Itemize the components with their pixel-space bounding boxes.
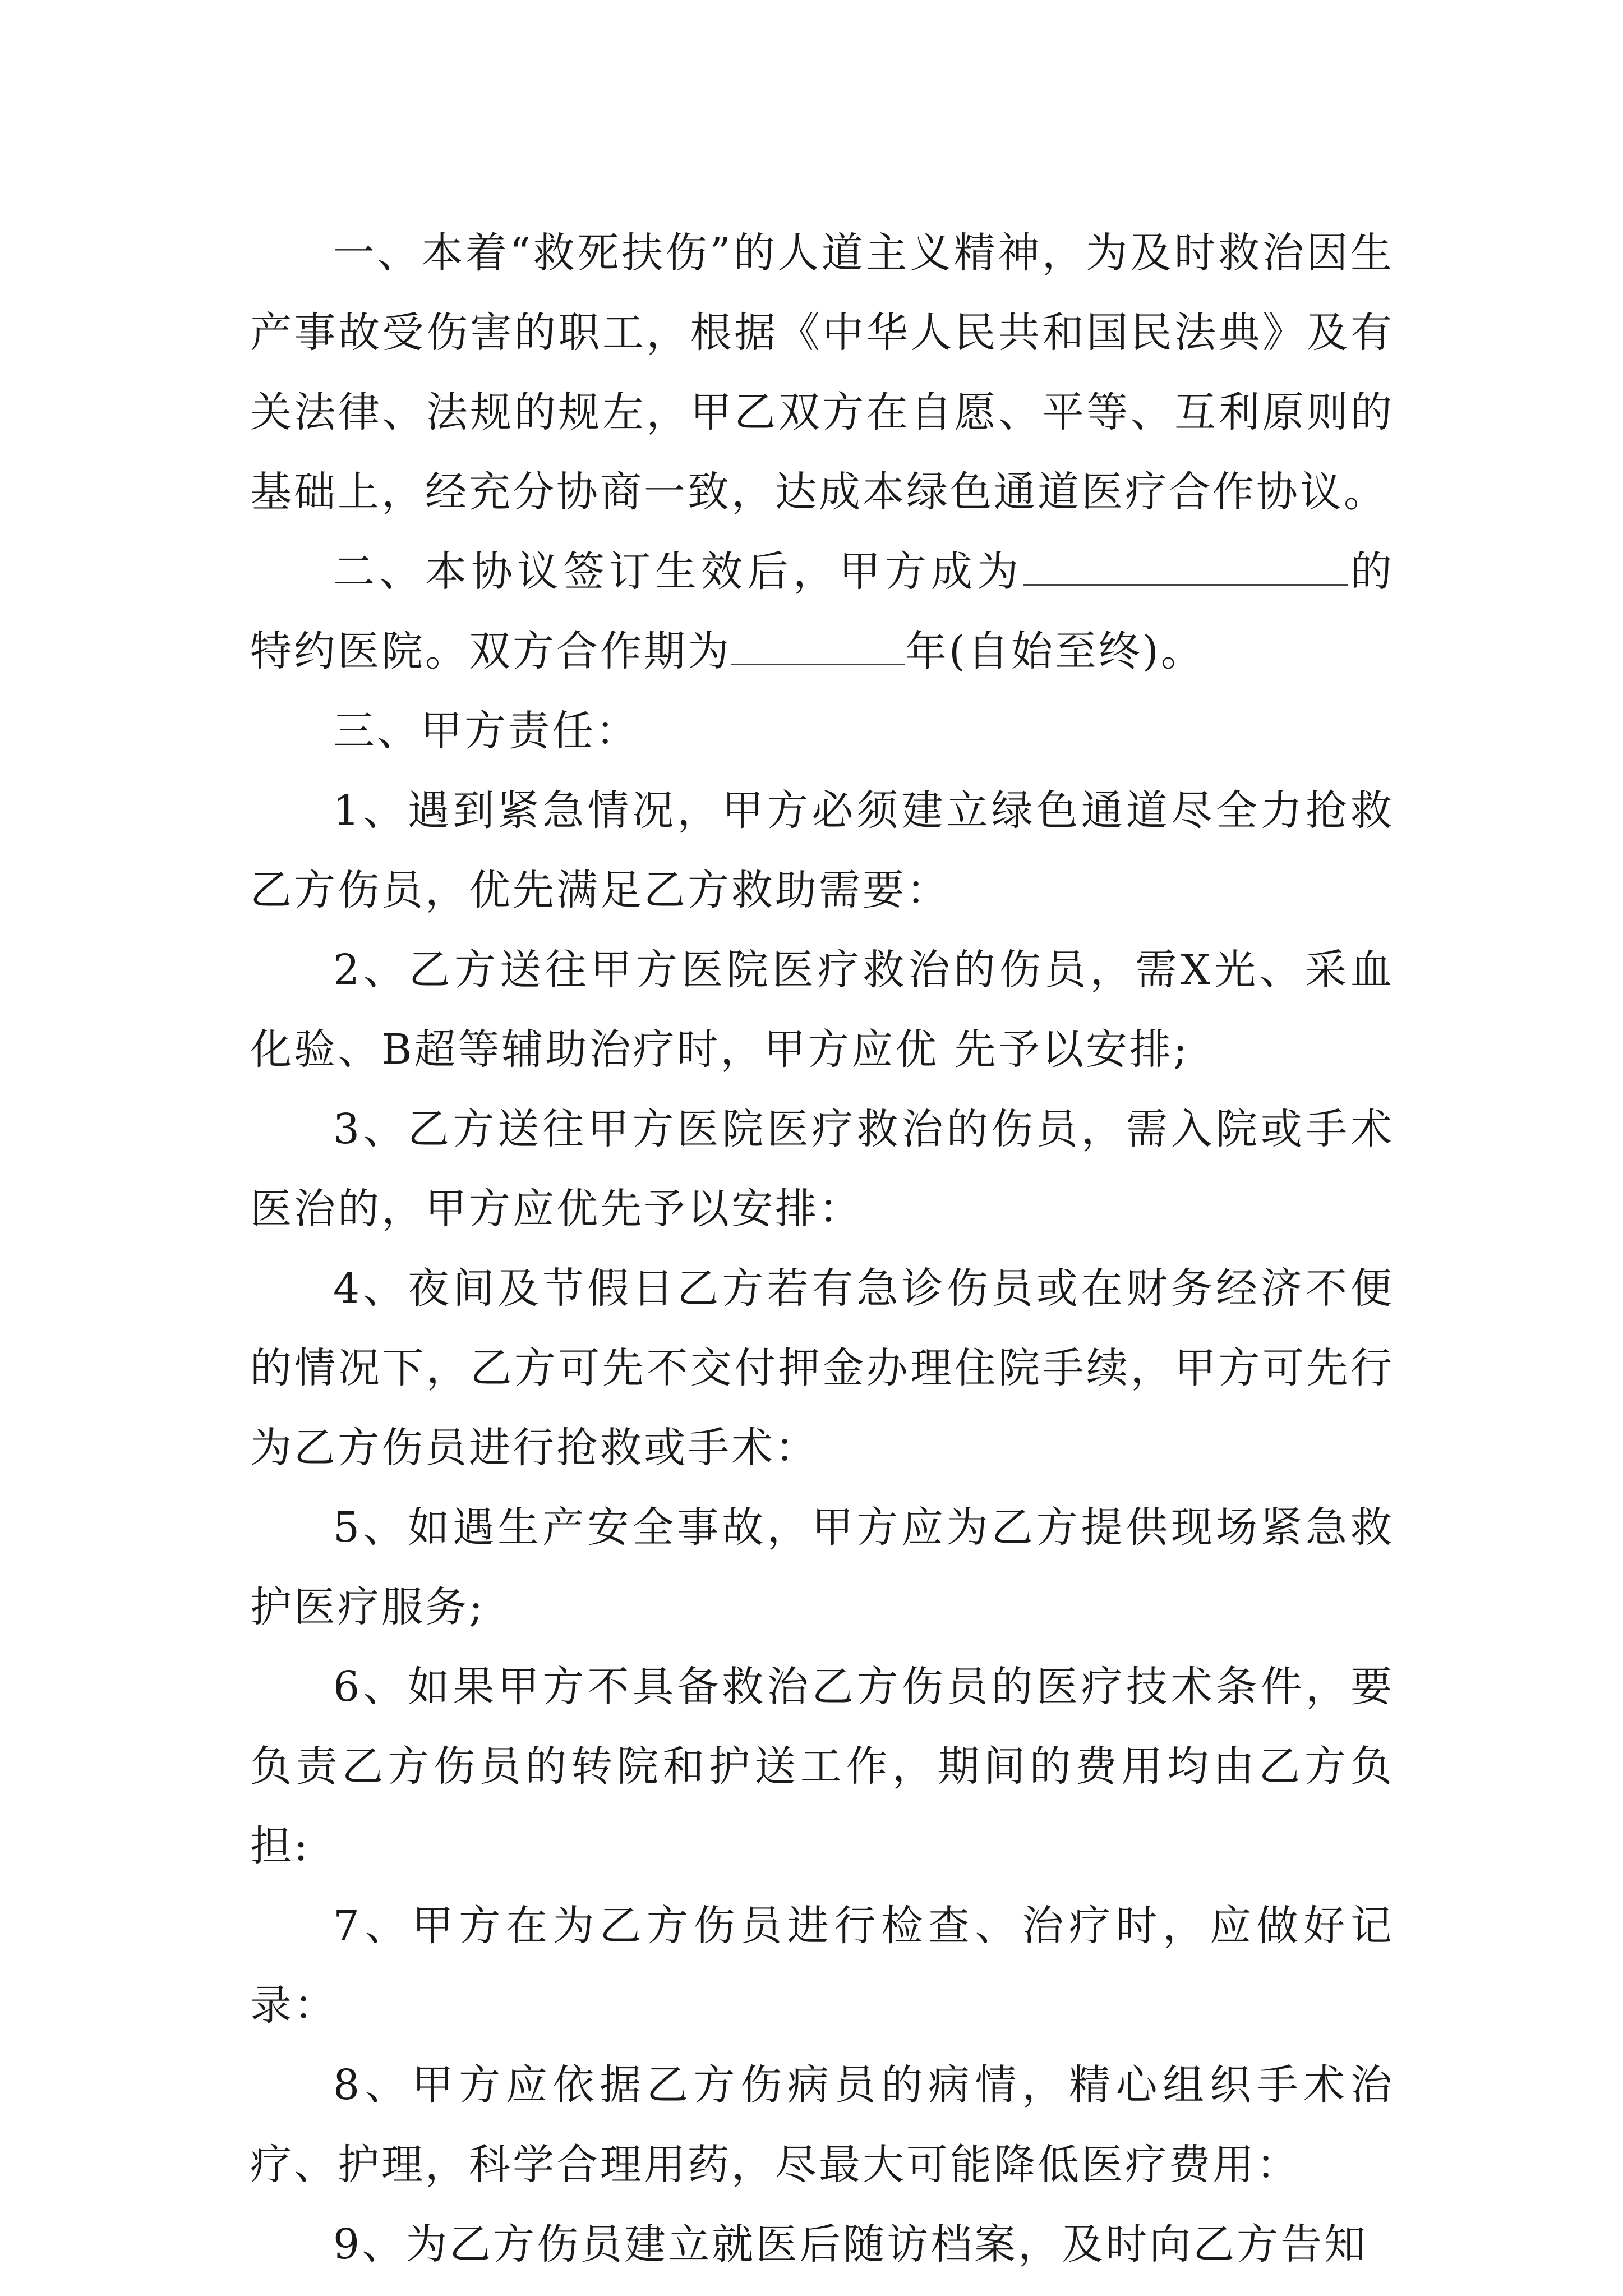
clause-7: 7、甲方在为乙方伤员进行检查、治疗时，应做好记录： [250,1902,1394,2030]
clause-8: 8、甲方应依据乙方伤病员的病情，精心组织手术治疗、护理，科学合理用药，尽最大可能降低医疗费用： [250,2061,1394,2189]
paragraph-1: 一、本着“救死扶伤”的人道主义精神，为及时救治因生产事故受伤害的职工，根据《中华人民共和国民法典》及有关法律、法规的规左，甲乙双方在自愿、平等、互利原则的基础上，经充分协商一致，达成本绿色通道医疗合作协议。 [250,229,1394,516]
paragraph-2-after: 年(自始至终)。 [905,627,1205,675]
clause-5: 5、如遇生产安全事故，甲方应为乙方提供现场紧急救护医疗服务; [250,1503,1394,1631]
document-body [250,213,1394,2284]
blank-hospital-name [1023,550,1348,586]
clause-6: 6、如果甲方不具备救治乙方伤员的医疗技术条件，要负责乙方伤员的转院和护送工作，期间的费用均由乙方负担: [250,1663,1394,1870]
blank-cooperation-years [731,630,905,665]
clause-9: 9、为乙方伤员建立就医后随访档案，及时向乙方告知 [333,2220,1368,2269]
section-heading-3: 三、甲方责任： [333,707,639,755]
clause-3: 3、乙方送往甲方医院医疗救治的伤员，需入院或手术医治的，甲方应优先予以安排： [250,1105,1394,1233]
paragraph-2-middle: 的特约医院。双方合作期为 [250,547,1394,675]
paragraph-2-before: 二、本协议签订生效后，甲方成为 [333,547,1023,596]
clause-4: 4、夜间及节假日乙方若有急诊伤员或在财务经济不便的情况下，乙方可先不交付押金办理住院手续，甲方可先行为乙方伤员进行抢救或手术： [250,1264,1394,1472]
clause-2: 2、乙方送往甲方医院医疗救治的伤员，需X光、采血化验、B超等辅助治疗时，甲方应优 先予以安排; [250,946,1394,1074]
paragraph-2 [250,532,1394,691]
clause-1: 1、遇到紧急情况，甲方必须建立绿色通道尽全力抢救乙方伤员，优先满足乙方救助需要： [250,786,1394,914]
